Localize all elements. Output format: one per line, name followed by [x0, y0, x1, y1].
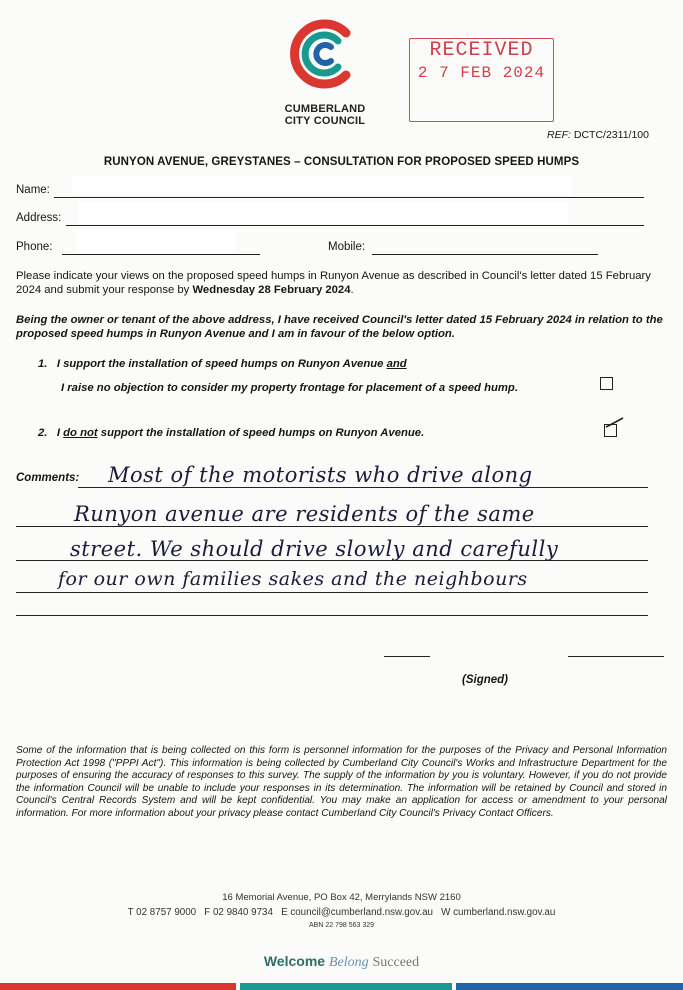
phone-label: Phone:	[16, 241, 53, 253]
redaction	[72, 176, 572, 196]
council-name	[270, 103, 380, 127]
footer-abn: ABN 22 798 563 329	[309, 922, 374, 929]
option-2-pre: I	[56, 427, 60, 439]
address-label: Address:	[16, 212, 62, 224]
option-2-line	[38, 427, 424, 439]
option-2-text: support the installation of speed humps on Runyon Avenue.	[100, 427, 425, 439]
comment-line	[16, 592, 648, 593]
slogan-welcome: Welcome	[263, 953, 326, 969]
phone-field[interactable]	[62, 254, 260, 255]
option-2-number: 2.	[38, 427, 48, 439]
redaction	[78, 202, 568, 224]
address-field[interactable]	[66, 225, 644, 226]
signature-line	[568, 656, 664, 657]
footer-slogan	[0, 953, 683, 971]
option-1-line1	[38, 358, 407, 370]
option-1-emph: and	[386, 358, 407, 370]
received-stamp	[409, 38, 554, 122]
stamp-date: 2 7 FEB 2024	[417, 64, 546, 82]
slogan-belong: Belong	[328, 955, 369, 970]
name-field[interactable]	[54, 197, 644, 198]
option-2-emph: do not	[63, 427, 98, 439]
intro-deadline: Wednesday 28 February 2024	[192, 284, 351, 296]
signed-label: (Signed)	[462, 674, 508, 686]
option-1-number: 1.	[38, 358, 48, 370]
reference	[547, 129, 649, 141]
council-logo-icon	[286, 16, 358, 92]
intro-paragraph	[16, 269, 667, 297]
comment-handwriting-line4: for our own families sakes and the neighbours	[58, 568, 528, 590]
stamp-text: RECEIVED	[429, 39, 534, 62]
slogan-succeed: Succeed	[372, 955, 420, 970]
intro-text: Please indicate your views on the proposed speed humps in Runyon Avenue as described in Council's letter dated 15 February 2024 and submit your response by	[16, 270, 651, 296]
comments-label: Comments:	[16, 472, 80, 484]
redaction	[76, 232, 236, 253]
council-name-line1: CUMBERLAND	[284, 103, 366, 115]
mobile-label: Mobile:	[328, 241, 366, 253]
page-title: RUNYON AVENUE, GREYSTANES – CONSULTATION FOR PROPOSED SPEED HUMPS	[103, 156, 580, 168]
council-name-line2: CITY COUNCIL	[284, 115, 366, 127]
intro-end: .	[350, 284, 354, 296]
comment-handwriting-line1: Most of the motorists who drive along	[108, 463, 533, 487]
signature-line	[384, 656, 430, 657]
declaration: Being the owner or tenant of the above address, I have received Council's letter dated 15 February 2024 in relation to the proposed speed humps in Runyon Avenue and I am in favour of the below option.	[16, 314, 663, 340]
footer-bar-blue	[456, 983, 683, 990]
footer-bar-teal	[240, 983, 452, 990]
footer-contact: T 02 8757 9000 F 02 9840 9734 E council@cumberland.nsw.gov.au W cumberland.nsw.gov.au	[127, 907, 556, 918]
option-1-line2: I raise no objection to consider my property frontage for placement of a speed hump.	[61, 382, 518, 394]
footer-bar-red	[0, 983, 236, 990]
option-1-text: I support the installation of speed humps on Runyon Avenue	[56, 358, 384, 370]
ref-label: REF:	[547, 129, 571, 141]
name-label: Name:	[16, 184, 50, 196]
comment-line	[16, 526, 648, 527]
privacy-notice: Some of the information that is being collected on this form is personnel information for the purposes of the Privacy and Personal Information Protection Act 1998 ("PPPI Act"). This information is being collected by Cumberland City Council's Works and Infrastructure Department for the purposes of ensuring the accuracy of responses to this survey. The supply of the information by you is voluntary. However, if you do not provide the information Council will be unable to include your responses in its determination. The information will be retained by Council and stored in Council's Central Records System and will be kept confidential. You may make an application for access or amendment to your personal information. For more information about your privacy please contact Cumberland City Council's Privacy Contact Officers.	[16, 745, 667, 819]
comment-handwriting-line3: street. We should drive slowly and carefully	[70, 537, 559, 561]
comment-handwriting-line2: Runyon avenue are residents of the same	[74, 502, 535, 526]
comment-line	[16, 615, 648, 616]
checkmark-icon	[603, 415, 627, 439]
footer-address: 16 Memorial Avenue, PO Box 42, Merrylands NSW 2160	[222, 892, 461, 903]
option-1-checkbox[interactable]	[600, 377, 613, 390]
comment-line	[78, 487, 648, 488]
mobile-field[interactable]	[372, 254, 598, 255]
ref-value: DCTC/2311/100	[573, 129, 649, 141]
